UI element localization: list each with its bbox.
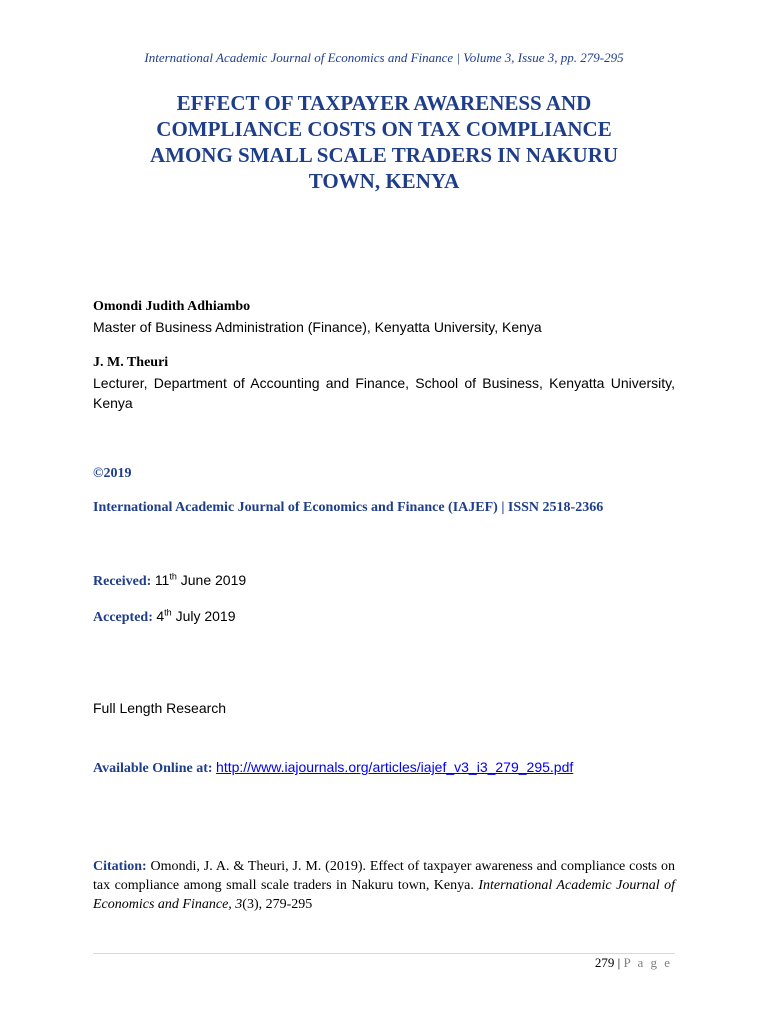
- title-line-2: COMPLIANCE COSTS ON TAX COMPLIANCE: [156, 117, 612, 141]
- affiliation-2-line-1: Lecturer, Department of Accounting and Finance, School of Business, Kenyatta: [93, 375, 605, 391]
- accepted-line: [93, 608, 236, 626]
- citation: [93, 857, 675, 914]
- author-affiliation-1: Master of Business Administration (Finance), Kenyatta University, Kenya: [93, 319, 542, 335]
- author-name-2: J. M. Theuri: [93, 355, 169, 370]
- accepted-date: 4th July 2019: [156, 607, 236, 624]
- journal-issn: International Academic Journal of Economics and Finance (IAJEF) | ISSN 2518-2366: [93, 500, 604, 515]
- article-pdf-link[interactable]: http://www.iajournals.org/articles/iajef_v3_i3_279_295.pdf: [216, 759, 574, 775]
- accepted-label: Accepted:: [93, 610, 153, 625]
- running-header: International Academic Journal of Economics and Finance | Volume 3, Issue 3, pp. 279-295: [144, 50, 624, 65]
- title-line-4: TOWN, KENYA: [308, 169, 460, 193]
- footer-divider: [93, 953, 675, 954]
- page-number: [595, 955, 672, 971]
- citation-issue-pages: (3), 279-295: [242, 897, 313, 912]
- available-online-label: Available Online at:: [93, 761, 213, 776]
- citation-text: Omondi, J. A. & Theuri, J. M. (2019). Effect of taxpayer awareness and compliance costs on tax compliance among small scale traders in Nakuru town, Kenya.: [93, 859, 675, 893]
- article-type: Full Length Research: [93, 700, 227, 716]
- citation-journal: International Academic Journal of Economics and Finance, 3: [93, 878, 676, 912]
- title-line-1: EFFECT OF TAXPAYER AWARENESS AND: [176, 91, 592, 115]
- paper-title: [90, 90, 678, 194]
- citation-label: Citation:: [93, 859, 147, 874]
- copyright: ©2019: [93, 466, 132, 481]
- author-affiliation-2: [93, 373, 675, 413]
- received-label: Received:: [93, 574, 152, 589]
- received-line: [93, 572, 246, 590]
- author-name-1: Omondi Judith Adhiambo: [93, 299, 251, 314]
- affiliation-2-line-2: University, Kenya: [93, 375, 676, 411]
- available-online: [93, 759, 573, 777]
- received-date: 11th June 2019: [154, 571, 247, 588]
- page-separator: |: [617, 955, 621, 970]
- page-word: P a g e: [623, 955, 672, 970]
- title-line-3: AMONG SMALL SCALE TRADERS IN NAKURU: [149, 143, 619, 167]
- page-number-value: 279: [594, 955, 615, 970]
